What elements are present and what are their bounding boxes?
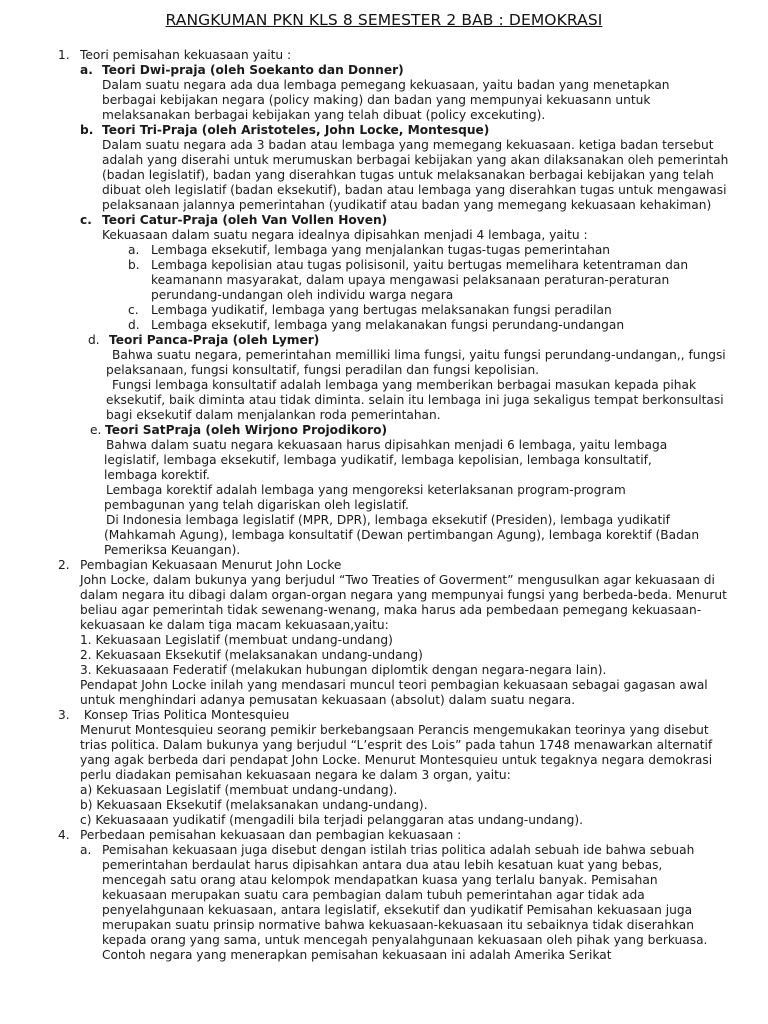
list-item-text: Lembaga yudikatif, lembaga yang bertugas melaksanakan fungsi peradilan — [151, 303, 612, 317]
section-2-number: 2. — [58, 558, 70, 572]
section-3 — [58, 708, 748, 723]
section-4a — [58, 843, 748, 963]
section-1c-heading: Teori Catur-Praja (oleh Van Vollen Hoven) — [102, 213, 388, 227]
document-title: RANGKUMAN PKN KLS 8 SEMESTER 2 BAB : DEMOKRASI — [165, 11, 603, 29]
section-1b-heading: Teori Tri-Praja (oleh Aristoteles, John Locke, Montesque) — [102, 123, 490, 137]
section-1-number: 1. — [58, 48, 70, 62]
list-item — [58, 303, 748, 318]
section-1e-paragraph-3: Di Indonesia lembaga legislatif (MPR, DPR), lembaga eksekutif (Presiden), lembaga yudikatif (Mahkamah Agung), lembaga konsultatif (Dewan pertimbangan Agung), lembaga korektif (Badan Pemeriksa Keuangan). — [104, 513, 700, 557]
section-2-heading: Pembagian Kekuasaan Menurut John Locke — [80, 558, 342, 572]
list-item: 1. Kekuasaan Legislatif (membuat undang-undang) — [80, 633, 393, 647]
section-1-heading: Teori pemisahan kekuasaan yaitu : — [80, 48, 292, 62]
section-1a-text: Dalam suatu negara ada dua lembaga pemegang kekuasaan, yaitu badan yang menetapkan berbagai kebijakan negara (policy making) dan badan yang mempunyai kekuasann untuk melaksanakan berbagai kebijakan yang telah dibuat (policy excekuting). — [102, 78, 670, 122]
list-item-text: Lembaga eksekutif, lembaga yang menjalankan tugas-tugas pemerintahan — [151, 243, 611, 257]
section-1e-heading: Teori SatPraja (oleh Wirjono Projodikoro) — [105, 423, 388, 437]
section-1b-letter: b. — [80, 123, 94, 137]
section-1c — [58, 213, 748, 228]
list-item-letter: b. — [128, 258, 140, 272]
section-4a-letter: a. — [80, 843, 92, 857]
section-1e-letter: e. — [90, 423, 102, 437]
section-1a-letter: a. — [80, 63, 93, 77]
section-1e-paragraph-1: Bahwa dalam suatu negara kekuasaan harus dipisahkan menjadi 6 lembaga, yaitu lembaga legislatif, lembaga eksekutif, lembaga yudikatif, lembaga kepolisian, lembaga konsultatif, lembaga korektif. — [104, 438, 668, 482]
list-item-text: Lembaga eksekutif, lembaga yang melakanakan fungsi perundang-undangan — [151, 318, 625, 332]
list-item-letter: c. — [128, 303, 139, 317]
document-body — [58, 48, 748, 963]
section-1d-paragraph-1: Bahwa suatu negara, pemerintahan memilliki lima fungsi, yaitu fungsi perundang-undangan,, fungsi pelaksanaan, fungsi konsultatif, fungsi peradilan dan fungsi kepolisian. — [106, 348, 726, 377]
section-3-heading: Konsep Trias Politica Montesquieu — [80, 708, 290, 722]
section-1d-letter: d. — [88, 333, 100, 347]
section-1a-heading: Teori Dwi-praja (oleh Soekanto dan Donner) — [102, 63, 404, 77]
section-3-paragraph-1: Menurut Montesquieu seorang pemikir berkebangsaan Perancis mengemukakan teorinya yang disebut trias politica. Dalam bukunya yang berjudul “L’esprit des Lois” pada tahun 1748 menawarkan alternatif yang agak berbeda dari pendapat John Locke. Menurut Montesquieu untuk tegaknya negara demokrasi perlu diadakan pemisahan kekuasaan negara ke dalam 3 organ, yaitu: — [80, 723, 713, 782]
section-1e — [58, 423, 748, 438]
list-item — [58, 258, 748, 303]
section-4-number: 4. — [58, 828, 70, 842]
section-1d — [58, 333, 748, 348]
list-item — [58, 318, 748, 333]
section-4 — [58, 828, 748, 843]
section-2-paragraph-2: Pendapat John Locke inilah yang mendasari muncul teori pembagian kekuasaan sebagai gagasan awal untuk menghindari adanya pemusatan kekuasaan (absolut) dalam suatu negara. — [80, 678, 708, 707]
section-1b-text: Dalam suatu negara ada 3 badan atau lembaga yang memegang kekuasaan. ketiga badan tersebut adalah yang diserahi untuk merumuskan berbagai kebijakan yang akan dilaksanakan oleh pemerintah (badan legislatif), badan yang diserahkan tugas untuk melaksanakan berbagai kebijakan yang telah dibuat oleh legislatif (badan eksekutif), badan atau lembaga yang diserahkan tugas untuk mengawasi pelaksanaan jalannya pemerintahan (yudikatif atau badan yang memegang kekuasaan kehakiman) — [102, 138, 729, 212]
list-item: c) Kekuasaaan yudikatif (mengadili bila terjadi pelanggaran atas undang-undang). — [80, 813, 583, 827]
section-1 — [58, 48, 748, 63]
list-item-text: Lembaga kepolisian atau tugas polisisonil, yaitu bertugas memelihara ketentraman dan keamanann masyarakat, dalam upaya mengawasi pelaksanaan peraturan-peraturan perundang-undangan oleh individu warga negara — [151, 258, 689, 302]
section-4a-text: Pemisahan kekuasaan juga disebut dengan istilah trias politica adalah sebuah ide bahwa sebuah pemerintahan berdaulat harus dipisahkan antara dua atau lebih kesatuan kuat yang bebas, mencegah satu orang atau kelompok mendapatkan kuasa yang terlalu banyak. Pemisahan kekuasaan merupakan suatu cara pembagian dalam tubuh pemerintahan agar tidak ada penyelahgunaan kekuasaan, antara legislatif, eksekutif dan yudikatif Pemisahan kekuasaan juga merupakan suatu prinsip normative bahwa kekuasaan-kekuasaan itu sebaiknya tidak diserahkan kepada orang yang sama, untuk mencegah penyalahgunaan kekuasaan oleh pihak yang berkuasa. Contoh negara yang menerapkan pemisahan kekuasaan ini adalah Amerika Serikat — [102, 843, 708, 962]
section-2 — [58, 558, 748, 573]
section-1c-intro: Kekuasaan dalam suatu negara idealnya dipisahkan menjadi 4 lembaga, yaitu : — [102, 228, 588, 242]
list-item: a) Kekuasaan Legislatif (membuat undang-undang). — [80, 783, 398, 797]
list-item — [58, 243, 748, 258]
section-1a — [58, 63, 748, 78]
list-item-letter: d. — [128, 318, 140, 332]
list-item-letter: a. — [128, 243, 140, 257]
list-item: b) Kekuasaan Eksekutif (melaksanakan undang-undang). — [80, 798, 428, 812]
section-1d-heading: Teori Panca-Praja (oleh Lymer) — [109, 333, 320, 347]
section-2-paragraph-1: John Locke, dalam bukunya yang berjudul “Two Treaties of Goverment” mengusulkan agar kekuasaan di dalam negara itu dibagi dalam organ-organ negara yang mempunyai fungsi yang berbeda-beda. Menurut beliau agar pemerintah tidak sewenang-wenang, maka harus ada pembedaan pemegang kekuasaan-kekuasaan ke dalam tiga macam kekuasaan,yaitu: — [80, 573, 727, 632]
section-1d-paragraph-2: Fungsi lembaga konsultatif adalah lembaga yang memberikan berbagai masukan kepada pihak eksekutif, baik diminta atau tidak diminta. selain itu lembaga ini juga sekaligus tempat berkonsultasi bagi eksekutif dalam menjalankan roda pemerintahan. — [106, 378, 724, 422]
section-3-number: 3. — [58, 708, 70, 722]
list-item: 2. Kekuasaan Eksekutif (melaksanakan undang-undang) — [80, 648, 423, 662]
section-1b — [58, 123, 748, 138]
section-1c-letter: c. — [80, 213, 92, 227]
section-4-heading: Perbedaan pemisahan kekuasaan dan pembagian kekuasaan : — [80, 828, 462, 842]
list-item: 3. Kekuasaaan Federatif (melakukan hubungan diplomtik dengan negara-negara lain). — [80, 663, 607, 677]
section-1e-paragraph-2: Lembaga korektif adalah lembaga yang mengoreksi keterlaksanan program-program pembagunan yang telah digariskan oleh legislatif. — [104, 483, 626, 512]
